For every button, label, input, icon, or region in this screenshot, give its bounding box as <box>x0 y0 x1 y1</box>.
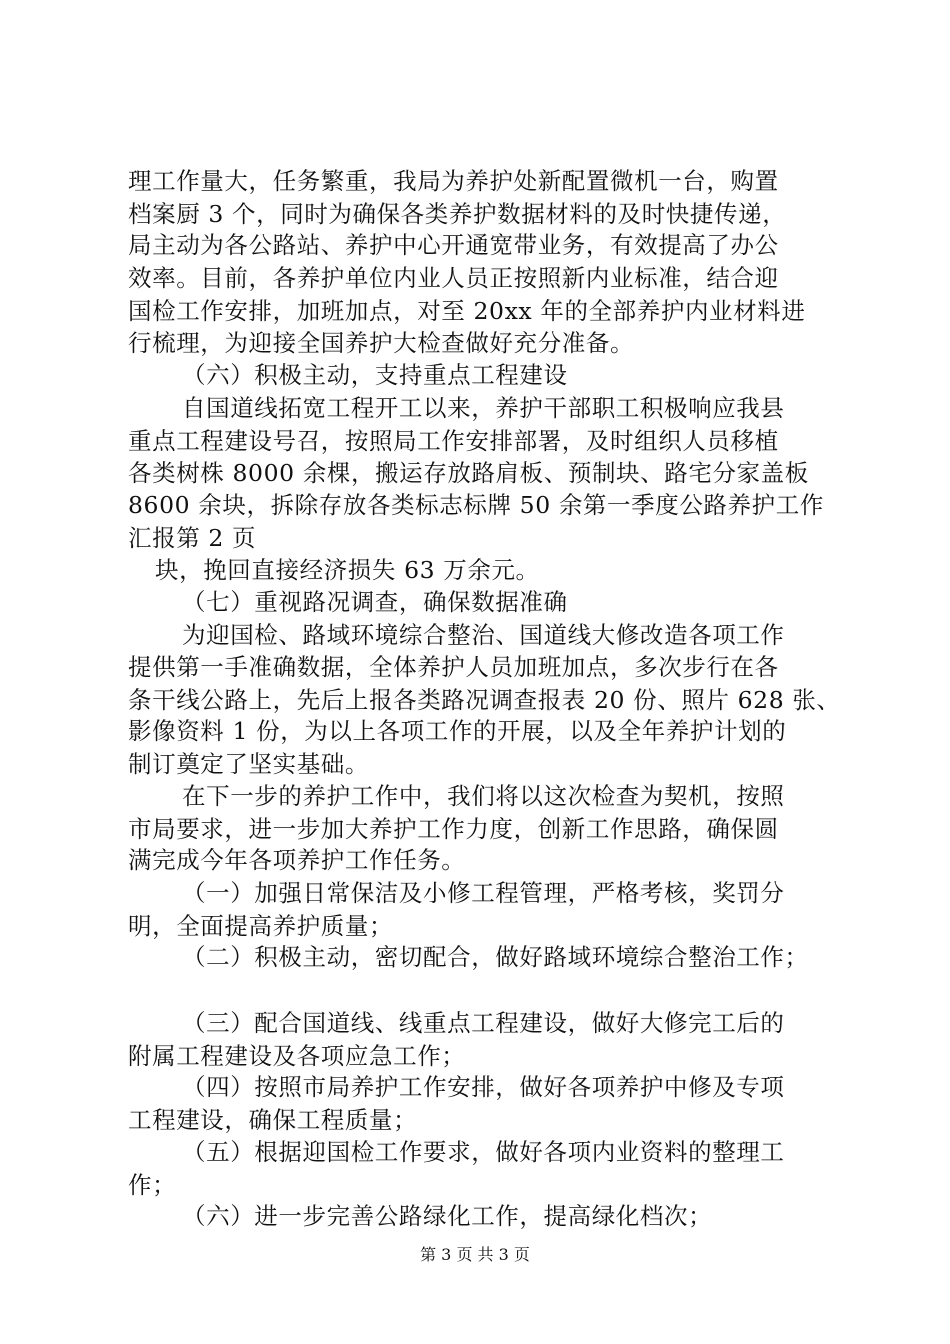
text-line: 工程建设，确保工程质量； <box>128 1106 418 1135</box>
text-line: 国检工作安排，加班加点，对至 20xx 年的全部养护内业材料进 <box>128 296 806 325</box>
list-item: （一）加强日常保洁及小修工程管理，严格考核，奖罚分 <box>182 879 785 907</box>
text-line: 重点工程建设号召，按照局工作安排部署，及时组织人员移植 <box>128 426 779 455</box>
text-line: 市局要求，进一步加大养护工作力度，创新工作思路，确保圆 <box>128 814 779 843</box>
list-item: （四）按照市局养护工作安排，做好各项养护中修及专项 <box>182 1073 785 1102</box>
text-line: 各类树株 8000 余棵，搬运存放路肩板、预制块、路宅分家盖板 <box>128 458 809 487</box>
list-item: （六）进一步完善公路绿化工作，提高绿化档次； <box>182 1202 713 1231</box>
text-line: 附属工程建设及各项应急工作； <box>128 1041 466 1070</box>
text-line: 档案厨 3 个，同时为确保各类养护数据材料的及时快捷传递， <box>128 199 787 228</box>
text-line: 自国道线拓宽工程开工以来，养护干部职工积极响应我县 <box>182 394 785 423</box>
list-item: （五）根据迎国检工作要求，做好各项内业资料的整理工 <box>182 1137 785 1166</box>
list-item: （二）积极主动，密切配合，做好路域环境综合整治工作； <box>182 943 809 972</box>
text-line: 条干线公路上，先后上报各类路况调查报表 20 份、照片 628 张、 <box>128 685 841 714</box>
section-heading: （七）重视路况调查，确保数据准确 <box>182 588 568 617</box>
text-line: 明，全面提高养护质量； <box>128 911 394 940</box>
text-line: 块，挽回直接经济损失 63 万余元。 <box>155 555 540 584</box>
page-footer: 第 3 页 共 3 页 <box>420 1245 530 1264</box>
text-line: 在下一步的养护工作中，我们将以这次检查为契机，按照 <box>182 781 785 810</box>
text-line: 为迎国检、路域环境综合整治、国道线大修改造各项工作 <box>182 621 785 650</box>
text-line: 提供第一手准确数据，全体养护人员加班加点，多次步行在各 <box>128 652 779 681</box>
text-line: 影像资料 1 份，为以上各项工作的开展，以及全年养护计划的 <box>128 717 787 746</box>
text-line: 制订奠定了坚实基础。 <box>128 750 369 779</box>
text-line: 效率。目前，各养护单位内业人员正按照新内业标准，结合迎 <box>128 264 779 293</box>
text-line: 行梳理，为迎接全国养护大检查做好充分准备。 <box>128 328 635 357</box>
text-line: 满完成今年各项养护工作任务。 <box>128 846 466 875</box>
text-line: 理工作量大，任务繁重，我局为养护处新配置微机一台，购置 <box>128 167 779 195</box>
text-line: 汇报第 2 页 <box>128 523 257 552</box>
list-item: （三）配合国道线、线重点工程建设，做好大修完工后的 <box>182 1008 785 1037</box>
text-line: 局主动为各公路站、养护中心开通宽带业务，有效提高了办公 <box>128 231 779 260</box>
text-line: 作； <box>128 1170 177 1199</box>
text-line: 8600 余块，拆除存放各类标志标牌 50 余第一季度公路养护工作 <box>128 491 824 520</box>
section-heading: （六）积极主动，支持重点工程建设 <box>182 361 568 390</box>
